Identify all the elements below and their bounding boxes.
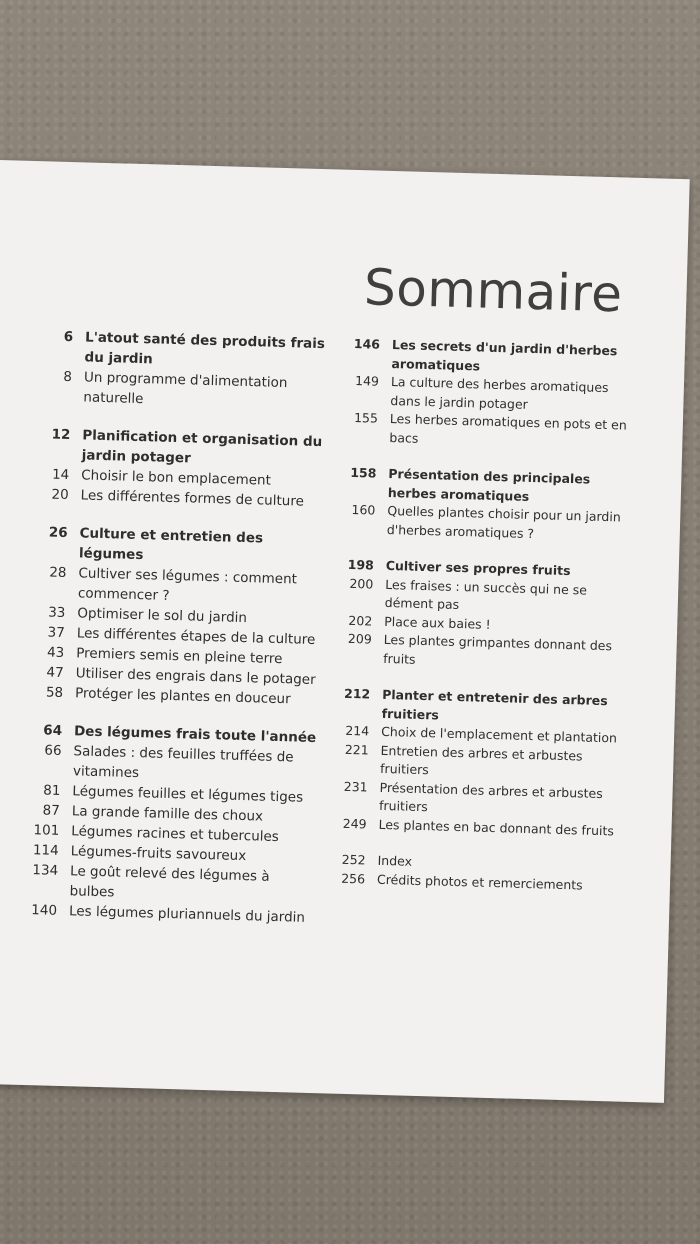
toc-entry-title: Les plantes grimpantes donnant des fruits — [383, 631, 613, 667]
toc-entry-title: Un programme d'alimentation naturelle — [83, 369, 288, 408]
toc-page-number: 212 — [343, 685, 371, 702]
book-page — [0, 160, 690, 1103]
toc-entry-title: Des légumes frais toute l'année — [73, 723, 317, 747]
toc-page-number: 134 — [32, 862, 59, 879]
toc-page-number: 26 — [48, 524, 68, 542]
toc-entry-title: Les plantes en bac donnant des fruits — [378, 816, 615, 838]
toc-entry-title: Présentation des principales herbes aromatiques — [387, 465, 591, 504]
toc-page-number: 114 — [32, 842, 59, 859]
toc-left-column — [7, 326, 328, 928]
toc-entry-title: Légumes feuilles et légumes tiges — [72, 783, 304, 806]
toc-page-number: 160 — [351, 501, 376, 518]
toc-entry-title: Le goût relevé des légumes à bulbes — [69, 863, 270, 901]
toc-page-number: 221 — [344, 741, 369, 758]
page-title: Sommaire — [363, 258, 624, 324]
toc-entry-title: La grande famille des choux — [71, 803, 264, 825]
toc-entry-title: Premiers semis en pleine terre — [76, 645, 283, 668]
toc-entry-title: Les herbes aromatiques en pots et en bacs — [389, 410, 627, 446]
toc-page-number: 155 — [353, 409, 379, 426]
toc-page-number: 87 — [42, 802, 61, 819]
toc-page-number: 64 — [43, 722, 63, 739]
toc-page-number: 231 — [343, 778, 368, 795]
toc-page-number: 140 — [31, 902, 58, 919]
toc-entry-title: Les secrets d'un jardin d'herbes aromatiques — [391, 337, 618, 373]
toc-entry-title: Place aux baies ! — [384, 613, 491, 632]
toc-entry-title: L'atout santé des produits frais du jardin — [84, 329, 326, 368]
toc-right-column — [325, 335, 640, 896]
toc-page-number: 202 — [348, 612, 373, 629]
toc-page-number: 12 — [51, 426, 71, 444]
toc-page-number: 47 — [46, 664, 64, 681]
toc-entry-title: Les fraises : un succès qui ne se dément pas — [384, 576, 588, 612]
toc-entry-title: Cultiver ses propres fruits — [385, 557, 571, 579]
toc-page-number: 20 — [51, 486, 69, 504]
toc-page-number: 43 — [46, 644, 65, 661]
toc-entry-title: Index — [377, 852, 413, 869]
toc-entry-title: Planter et entretenir des arbres fruitiers — [381, 686, 608, 722]
toc-entry-title: Légumes-fruits savoureux — [70, 843, 247, 865]
toc-page-number: 209 — [347, 630, 372, 647]
toc-page-number: 249 — [342, 815, 367, 831]
toc-entry-title: Les légumes pluriannuels du jardin — [68, 903, 306, 926]
toc-page-number: 252 — [341, 851, 366, 868]
toc-page-number: 6 — [63, 328, 74, 346]
toc-page-number: 149 — [354, 373, 380, 389]
toc-entry-title: Les différentes étapes de la culture — [76, 625, 316, 648]
toc-entry-title: La culture des herbes aromatiques dans le jardin potager — [390, 374, 609, 412]
toc-entry-title: Entretien des arbres et arbustes fruitiers — [379, 742, 583, 778]
toc-entry-title: Présentation des arbres et arbustes fruitiers — [378, 779, 603, 815]
toc-entry-title: Optimiser le sol du jardin — [77, 605, 248, 627]
toc-entry-title: Crédits photos et remerciements — [376, 871, 583, 893]
toc-page-number: 101 — [33, 822, 60, 839]
toc-page-number: 81 — [43, 782, 61, 799]
toc-entry-title: Culture et entretien des légumes — [78, 525, 264, 564]
toc-page-number: 58 — [45, 684, 64, 701]
toc-page-number: 256 — [341, 870, 366, 886]
toc-page-number: 200 — [349, 575, 374, 592]
toc-page-number: 158 — [350, 464, 377, 481]
toc-entry-title: Protéger les plantes en douceur — [74, 685, 291, 708]
toc-page-number: 66 — [44, 742, 62, 759]
toc-entry-title: Les différentes formes de culture — [80, 487, 305, 510]
toc-page-number: 8 — [63, 368, 73, 386]
toc-entry-title: Quelles plantes choisir pour un jardin d'herbes aromatiques ? — [386, 502, 621, 541]
toc-page-number: 214 — [345, 722, 370, 739]
toc-page-number: 28 — [49, 564, 67, 582]
toc-page-number: 14 — [51, 466, 70, 484]
toc-entry-title: Planification et organisation du jardin potager — [81, 427, 323, 467]
toc-page-number: 198 — [347, 556, 375, 573]
toc-entry-title: Choix de l'emplacement et plantation — [380, 723, 618, 746]
toc-entry-title: Utiliser des engrais dans le potager — [75, 665, 316, 689]
toc-page-number: 146 — [353, 335, 381, 352]
toc-entry-title: Choisir le bon emplacement — [81, 467, 272, 489]
toc-entry-title: Cultiver ses légumes : comment commencer ? — [77, 565, 298, 604]
toc-entry-title: Légumes racines et tubercules — [71, 823, 280, 846]
toc-page-number: 33 — [47, 604, 66, 621]
toc-page-number: 37 — [47, 624, 66, 641]
toc-entry-title: Salades : des feuilles truffées de vitamines — [72, 743, 294, 782]
toc-entry — [21, 366, 327, 415]
